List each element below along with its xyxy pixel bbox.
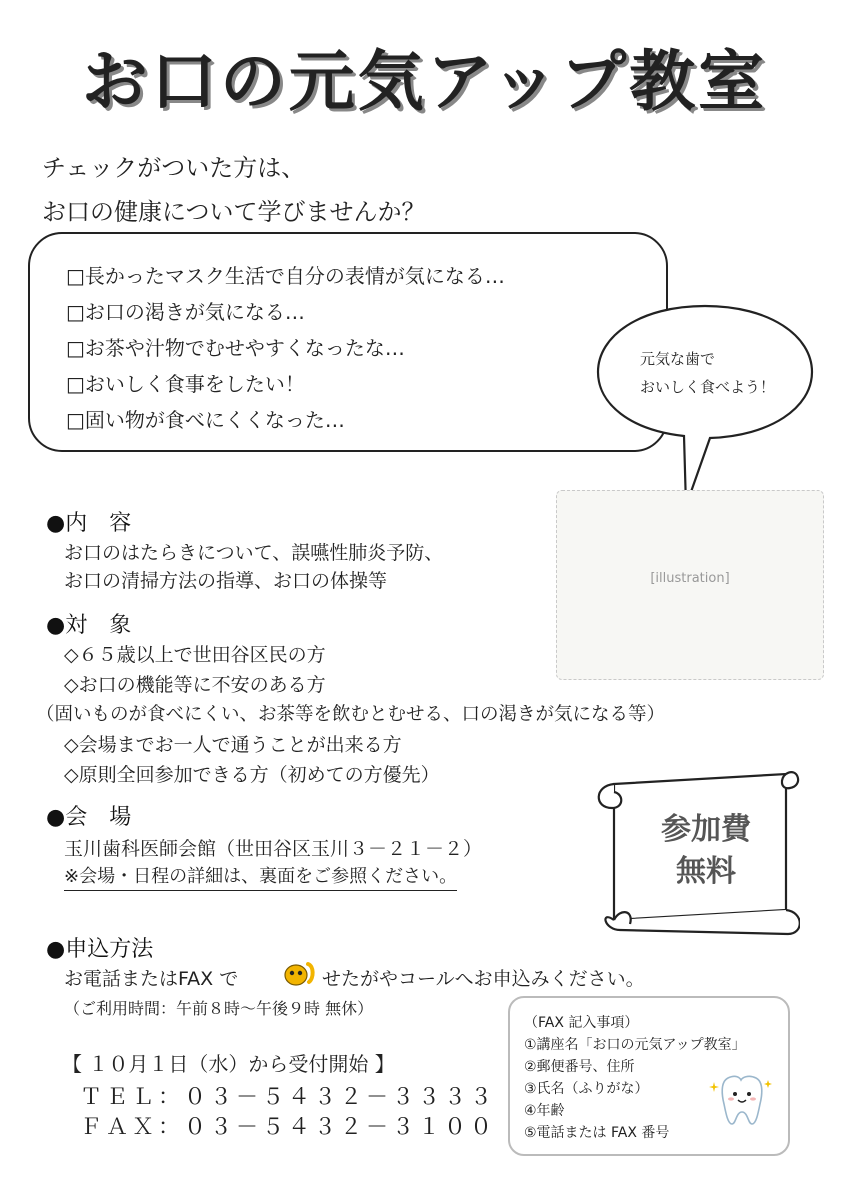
speech-bubble-shape [590,296,820,516]
target-line-3: （固いものが食べにくい、お茶等を飲むとむせる、口の渇きが気になる等） [36,704,666,725]
setagaya-call-mascot-icon [282,958,316,988]
target-line-2: ◇お口の機能等に不安のある方 [64,674,326,696]
checklist-item: □固い物が食べにくくなった… [66,408,345,432]
speech-line-2: おいしく食べよう！ [640,378,776,396]
tooth-mascot-icon [706,1070,776,1130]
content-heading: ●内 容 [46,511,132,536]
speech-line-1: 元気な歯で [640,350,716,368]
page-title: お口の元気アップ教室 [81,43,768,120]
fax-number: ＦＡＸ：０３－５４３２－３１００ [80,1115,497,1140]
target-heading: ●対 象 [46,613,132,638]
fax-box-item: ①講座名「お口の元気アップ教室」 [524,1037,746,1053]
checklist-item: □おいしく食事をしたい！ [66,372,305,396]
target-line-5: ◇原則全回参加できる方（初めての方優先） [64,764,440,786]
fee-label: 参加費 [661,812,751,847]
intro-line-1: チェックがついた方は、 [42,154,306,182]
apply-line-1b: せたがやコールへお申込みください。 [322,968,645,990]
fax-box-item: ②郵便番号、住所 [524,1059,635,1075]
fax-box-header: （FAX 記入事項） [524,1015,639,1031]
content-line-1: お口のはたらきについて、誤嚥性肺炎予防、 [64,542,444,564]
apply-heading: ●申込方法 [46,937,154,962]
fax-box-item: ③氏名（ふりがな） [524,1081,649,1097]
content-line-2: お口の清掃方法の指導、お口の体操等 [64,570,388,592]
apply-hours: （ご利用時間：午前８時～午後９時 無休） [64,999,374,1018]
apply-line-1a: お電話またはFAX で [64,968,239,990]
fee-value: 無料 [676,854,736,889]
target-line-1: ◇６５歳以上で世田谷区民の方 [64,644,326,666]
checklist-item: □お口の渇きが気になる… [66,300,305,324]
fax-box-item: ④年齢 [524,1103,565,1119]
venue-heading: ●会 場 [46,805,132,830]
venue-note: ※会場・日程の詳細は、裏面をご参照ください。 [64,862,457,891]
elderly-couple-illustration: [illustration] [556,490,824,680]
venue-line-1: 玉川歯科医師会館（世田谷区玉川３－２１－２） [64,838,483,860]
target-line-4: ◇会場までお一人で通うことが出来る方 [64,734,402,756]
apply-start: 【 １０月１日（水）から受付開始 】 [62,1052,395,1076]
tel-number: ＴＥＬ：０３－５４３２－３３３３ [80,1085,497,1110]
fax-box-item: ⑤電話または FAX 番号 [524,1125,670,1141]
checklist-item: □長かったマスク生活で自分の表情が気になる… [66,264,505,288]
checklist-item: □お茶や汁物でむせやすくなったな… [66,336,405,360]
intro-line-2: お口の健康について学びませんか？ [42,198,426,226]
